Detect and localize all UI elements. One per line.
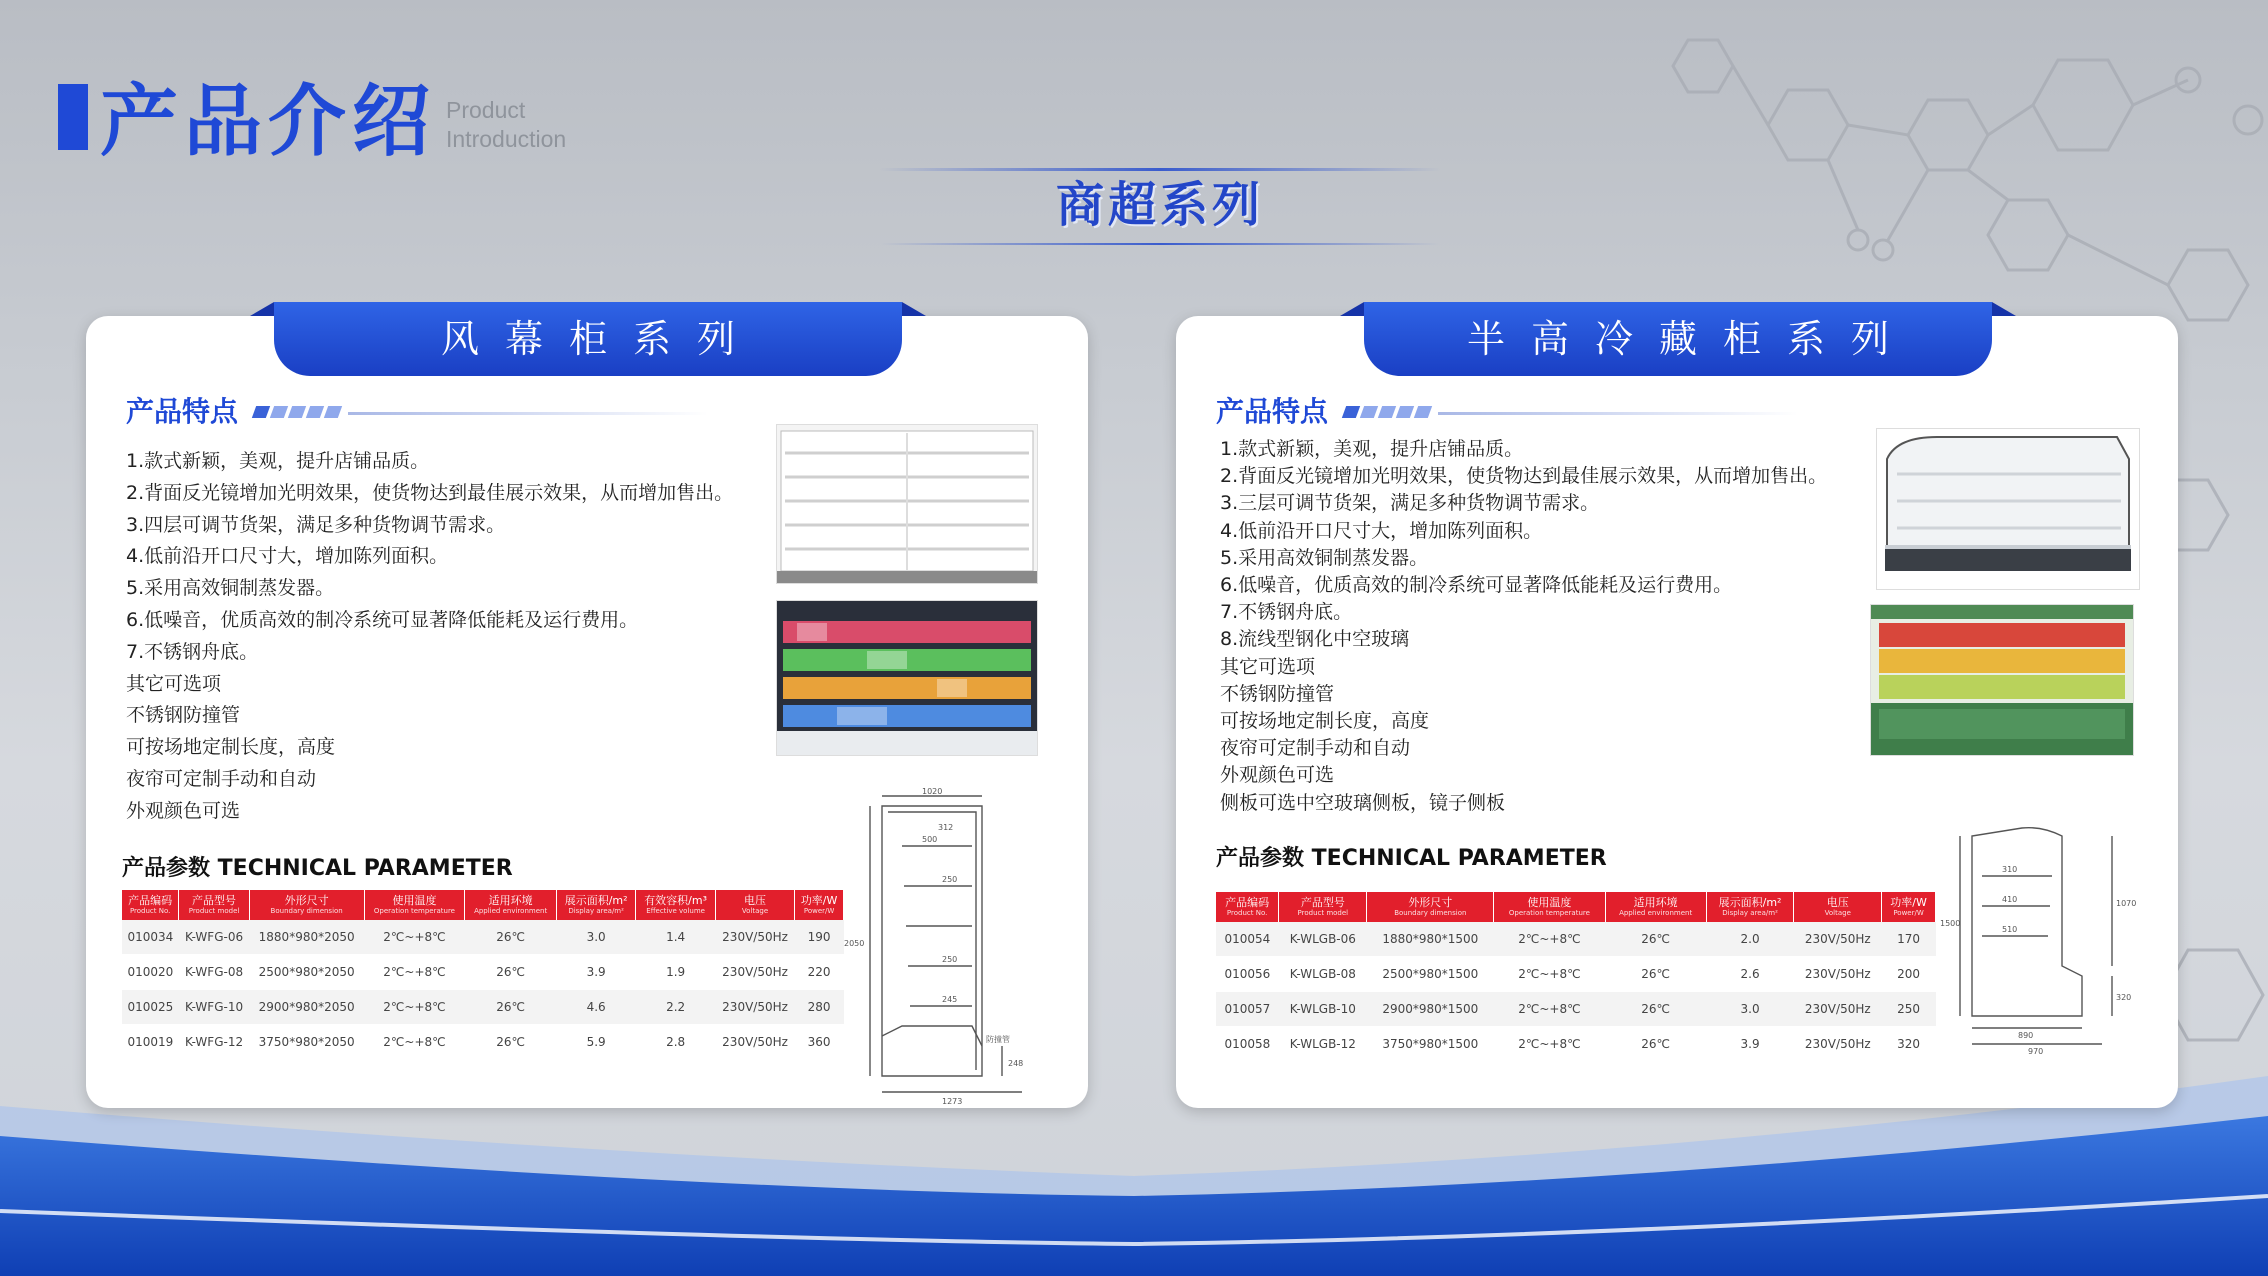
dim-bottom: 320 xyxy=(2116,993,2132,1002)
list-item: 可按场地定制长度，高度 xyxy=(1220,710,1430,733)
table-cell: 2℃~+8℃ xyxy=(1494,957,1605,992)
dim-depth: 1273 xyxy=(942,1097,963,1106)
list-item: 2.背面反光镜增加光明效果，使货物达到最佳展示效果，从而增加售出。 xyxy=(1220,465,1828,488)
table-cell: 5.9 xyxy=(556,1025,635,1060)
dim-shelf-3: 250 xyxy=(942,875,958,884)
dim-shelf-1: 310 xyxy=(2002,865,2018,874)
column-header: 外形尺寸 Boundary dimension xyxy=(1367,892,1494,922)
dim-shelf-1: 312 xyxy=(938,823,954,832)
card-ribbon-title: 半高冷藏柜系列 xyxy=(1466,317,1915,361)
page-subtitle xyxy=(446,96,566,154)
list-item: 外观颜色可选 xyxy=(126,799,241,822)
title-accent-bar xyxy=(58,84,88,150)
column-header: 展示面积/m² Display area/m² xyxy=(556,890,635,920)
bumper-label: 防撞管 xyxy=(986,1035,1010,1044)
table-cell: K-WLGB-06 xyxy=(1279,922,1367,957)
table-cell: 2500*980*2050 xyxy=(249,955,364,990)
table-row xyxy=(122,920,844,955)
parameter-table xyxy=(1216,892,1936,1062)
series-title: 商超系列 xyxy=(1055,177,1264,233)
list-item: 侧板可选中空玻璃侧板，镜子侧板 xyxy=(1220,791,1506,814)
table-cell: 2.6 xyxy=(1706,957,1794,992)
table-cell: K-WFG-06 xyxy=(179,920,249,955)
table-cell: 26℃ xyxy=(1605,922,1706,957)
table-cell: 3.0 xyxy=(556,920,635,955)
table-cell: 2.0 xyxy=(1706,922,1794,957)
table-cell: 170 xyxy=(1882,922,1936,957)
table-cell: 360 xyxy=(795,1025,844,1060)
list-item: 7.不锈钢舟底。 xyxy=(126,640,259,663)
list-item: 夜帘可定制手动和自动 xyxy=(126,767,317,790)
series-title-top-line xyxy=(880,168,1440,171)
table-cell: K-WLGB-12 xyxy=(1279,1027,1367,1062)
table-cell: 230V/50Hz xyxy=(1794,992,1882,1027)
table-cell: 2.8 xyxy=(636,1025,715,1060)
table-cell: 2℃~+8℃ xyxy=(364,1025,465,1060)
list-item: 1.款式新颖，美观，提升店铺品质。 xyxy=(1220,438,1524,460)
card-ribbon xyxy=(274,302,902,376)
heading-decoration xyxy=(1344,406,1430,418)
list-item: 不锈钢防撞管 xyxy=(1220,682,1335,705)
table-cell: 230V/50Hz xyxy=(715,1025,794,1060)
table-row xyxy=(122,990,844,1025)
list-item: 夜帘可定制手动和自动 xyxy=(1220,737,1411,760)
table-cell: 2℃~+8℃ xyxy=(364,990,465,1025)
table-cell: 230V/50Hz xyxy=(715,990,794,1025)
list-item: 2.背面反光镜增加光明效果，使货物达到最佳展示效果，从而增加售出。 xyxy=(126,481,734,504)
column-header: 适用环境 Applied environment xyxy=(1605,892,1706,922)
dim-shelf-2: 500 xyxy=(922,835,938,844)
table-cell: 1.9 xyxy=(636,955,715,990)
table-cell: 2900*980*2050 xyxy=(249,990,364,1025)
table-cell: 230V/50Hz xyxy=(1794,957,1882,992)
heading-divider xyxy=(348,412,708,415)
features-heading: 产品特点 xyxy=(1216,395,1329,428)
table-cell: 2900*980*1500 xyxy=(1367,992,1494,1027)
column-header: 电压 Voltage xyxy=(1794,892,1882,922)
table-cell: 220 xyxy=(795,955,844,990)
column-header: 使用温度 Operation temperature xyxy=(1494,892,1605,922)
table-cell: 26℃ xyxy=(1605,957,1706,992)
list-item: 4.低前沿开口尺寸大，增加陈列面积。 xyxy=(1220,519,1543,542)
table-cell: 3.0 xyxy=(1706,992,1794,1027)
table-cell: 010054 xyxy=(1216,922,1279,957)
column-header: 外形尺寸 Boundary dimension xyxy=(249,890,364,920)
table-cell: 3.9 xyxy=(1706,1027,1794,1062)
dim-bottom: 248 xyxy=(1008,1059,1024,1068)
table-cell: 3750*980*1500 xyxy=(1367,1027,1494,1062)
table-cell: 230V/50Hz xyxy=(1794,922,1882,957)
table-row xyxy=(1216,922,1936,957)
table-cell: 26℃ xyxy=(1605,1027,1706,1062)
table-cell: K-WLGB-10 xyxy=(1279,992,1367,1027)
table-cell: 190 xyxy=(795,920,844,955)
list-item: 可按场地定制长度，高度 xyxy=(126,736,336,759)
table-row xyxy=(1216,1027,1936,1062)
table-cell: K-WFG-08 xyxy=(179,955,249,990)
column-header: 使用温度 Operation temperature xyxy=(364,890,465,920)
product-card-air-curtain xyxy=(86,316,1088,1108)
features-list xyxy=(1220,436,1860,817)
table-cell: 200 xyxy=(1882,957,1936,992)
table-cell: 010057 xyxy=(1216,992,1279,1027)
heading-divider xyxy=(1438,412,1798,415)
product-card-half-height xyxy=(1176,316,2178,1108)
table-cell: 230V/50Hz xyxy=(715,955,794,990)
list-item: 其它可选项 xyxy=(1220,655,1316,678)
list-item: 不锈钢防撞管 xyxy=(126,704,241,727)
table-cell: 26℃ xyxy=(465,990,557,1025)
card-ribbon-title: 风幕柜系列 xyxy=(440,317,761,361)
table-row xyxy=(122,955,844,990)
table-header-row xyxy=(122,890,844,920)
dim-height: 1500 xyxy=(1940,919,1961,928)
subtitle-line-1: Product xyxy=(446,97,526,123)
dim-side: 1070 xyxy=(2116,899,2137,908)
dim-height: 2050 xyxy=(844,939,865,948)
product-photo-empty-cabinet xyxy=(776,424,1038,584)
list-item: 6.低噪音，优质高效的制冷系统可显著降低能耗及运行费用。 xyxy=(126,608,639,631)
list-item: 5.采用高效铜制蒸发器。 xyxy=(1220,546,1429,569)
column-header: 功率/W Power/W xyxy=(1882,892,1936,922)
table-cell: 2500*980*1500 xyxy=(1367,957,1494,992)
heading-decoration xyxy=(254,406,340,418)
table-cell: 2℃~+8℃ xyxy=(364,920,465,955)
table-cell: 010020 xyxy=(122,955,179,990)
table-cell: 26℃ xyxy=(465,1025,557,1060)
product-photo-half-height-cabinet xyxy=(1876,428,2140,590)
table-cell: 3750*980*2050 xyxy=(249,1025,364,1060)
list-item: 外观颜色可选 xyxy=(1220,764,1335,787)
dim-depth-2: 970 xyxy=(2028,1047,2044,1056)
column-header: 功率/W Power/W xyxy=(795,890,844,920)
table-cell: 26℃ xyxy=(1605,992,1706,1027)
table-cell: 2℃~+8℃ xyxy=(364,955,465,990)
table-cell: K-WLGB-08 xyxy=(1279,957,1367,992)
table-cell: 250 xyxy=(1882,992,1936,1027)
parameter-heading: 产品参数 TECHNICAL PARAMETER xyxy=(122,856,513,881)
table-cell: 2.2 xyxy=(636,990,715,1025)
table-cell: 2℃~+8℃ xyxy=(1494,922,1605,957)
subtitle-line-2: Introduction xyxy=(446,126,567,152)
list-item: 8.流线型钢化中空玻璃 xyxy=(1220,628,1410,651)
column-header: 展示面积/m² Display area/m² xyxy=(1706,892,1794,922)
list-item: 6.低噪音，优质高效的制冷系统可显著降低能耗及运行费用。 xyxy=(1220,574,1733,597)
dim-shelf-4: 250 xyxy=(942,955,958,964)
features-heading: 产品特点 xyxy=(126,395,239,428)
parameter-heading: 产品参数 TECHNICAL PARAMETER xyxy=(1216,846,1607,871)
table-cell: 010025 xyxy=(122,990,179,1025)
table-cell: 1.4 xyxy=(636,920,715,955)
table-cell: 2℃~+8℃ xyxy=(1494,992,1605,1027)
table-cell: 1880*980*1500 xyxy=(1367,922,1494,957)
table-row xyxy=(122,1025,844,1060)
table-cell: 010019 xyxy=(122,1025,179,1060)
column-header: 产品型号 Product model xyxy=(1279,892,1367,922)
dim-width: 1020 xyxy=(922,787,943,796)
column-header: 适用环境 Applied environment xyxy=(465,890,557,920)
table-cell: K-WFG-12 xyxy=(179,1025,249,1060)
list-item: 3.四层可调节货架，满足多种货物调节需求。 xyxy=(126,513,506,536)
table-cell: 010034 xyxy=(122,920,179,955)
table-cell: 3.9 xyxy=(556,955,635,990)
table-cell: 4.6 xyxy=(556,990,635,1025)
technical-drawing-half-height xyxy=(1932,816,2152,1056)
table-row xyxy=(1216,957,1936,992)
product-photo-stocked-cabinet xyxy=(776,600,1038,756)
card-ribbon xyxy=(1364,302,1992,376)
technical-drawing-air-curtain xyxy=(842,786,1042,1106)
dim-shelf-5: 245 xyxy=(942,995,958,1004)
features-list xyxy=(126,446,766,828)
table-cell: K-WFG-10 xyxy=(179,990,249,1025)
list-item: 1.款式新颖，美观，提升店铺品质。 xyxy=(126,450,430,472)
column-header: 产品型号 Product model xyxy=(179,890,249,920)
column-header: 产品编码 Product No. xyxy=(122,890,179,920)
series-title-bottom-line xyxy=(880,243,1440,245)
list-item: 4.低前沿开口尺寸大，增加陈列面积。 xyxy=(126,545,449,568)
table-cell: 26℃ xyxy=(465,920,557,955)
column-header: 有效容积/m³ Effective volume xyxy=(636,890,715,920)
dim-depth-1: 890 xyxy=(2018,1031,2034,1040)
table-cell: 010058 xyxy=(1216,1027,1279,1062)
table-cell: 230V/50Hz xyxy=(1794,1027,1882,1062)
table-cell: 280 xyxy=(795,990,844,1025)
dim-shelf-2: 410 xyxy=(2002,895,2018,904)
column-header: 电压 Voltage xyxy=(715,890,794,920)
table-cell: 230V/50Hz xyxy=(715,920,794,955)
table-row xyxy=(1216,992,1936,1027)
parameter-table xyxy=(122,890,844,1060)
dim-shelf-3: 510 xyxy=(2002,925,2018,934)
column-header: 产品编码 Product No. xyxy=(1216,892,1279,922)
table-cell: 26℃ xyxy=(465,955,557,990)
table-cell: 320 xyxy=(1882,1027,1936,1062)
product-photo-fruit-display xyxy=(1870,604,2134,756)
table-header-row xyxy=(1216,892,1936,922)
table-cell: 010056 xyxy=(1216,957,1279,992)
list-item: 7.不锈钢舟底。 xyxy=(1220,601,1353,624)
list-item: 其它可选项 xyxy=(126,672,222,695)
table-cell: 1880*980*2050 xyxy=(249,920,364,955)
page-title: 产品介绍 xyxy=(100,77,437,167)
table-cell: 2℃~+8℃ xyxy=(1494,1027,1605,1062)
list-item: 5.采用高效铜制蒸发器。 xyxy=(126,577,335,600)
list-item: 3.三层可调节货架，满足多种货物调节需求。 xyxy=(1220,492,1600,515)
